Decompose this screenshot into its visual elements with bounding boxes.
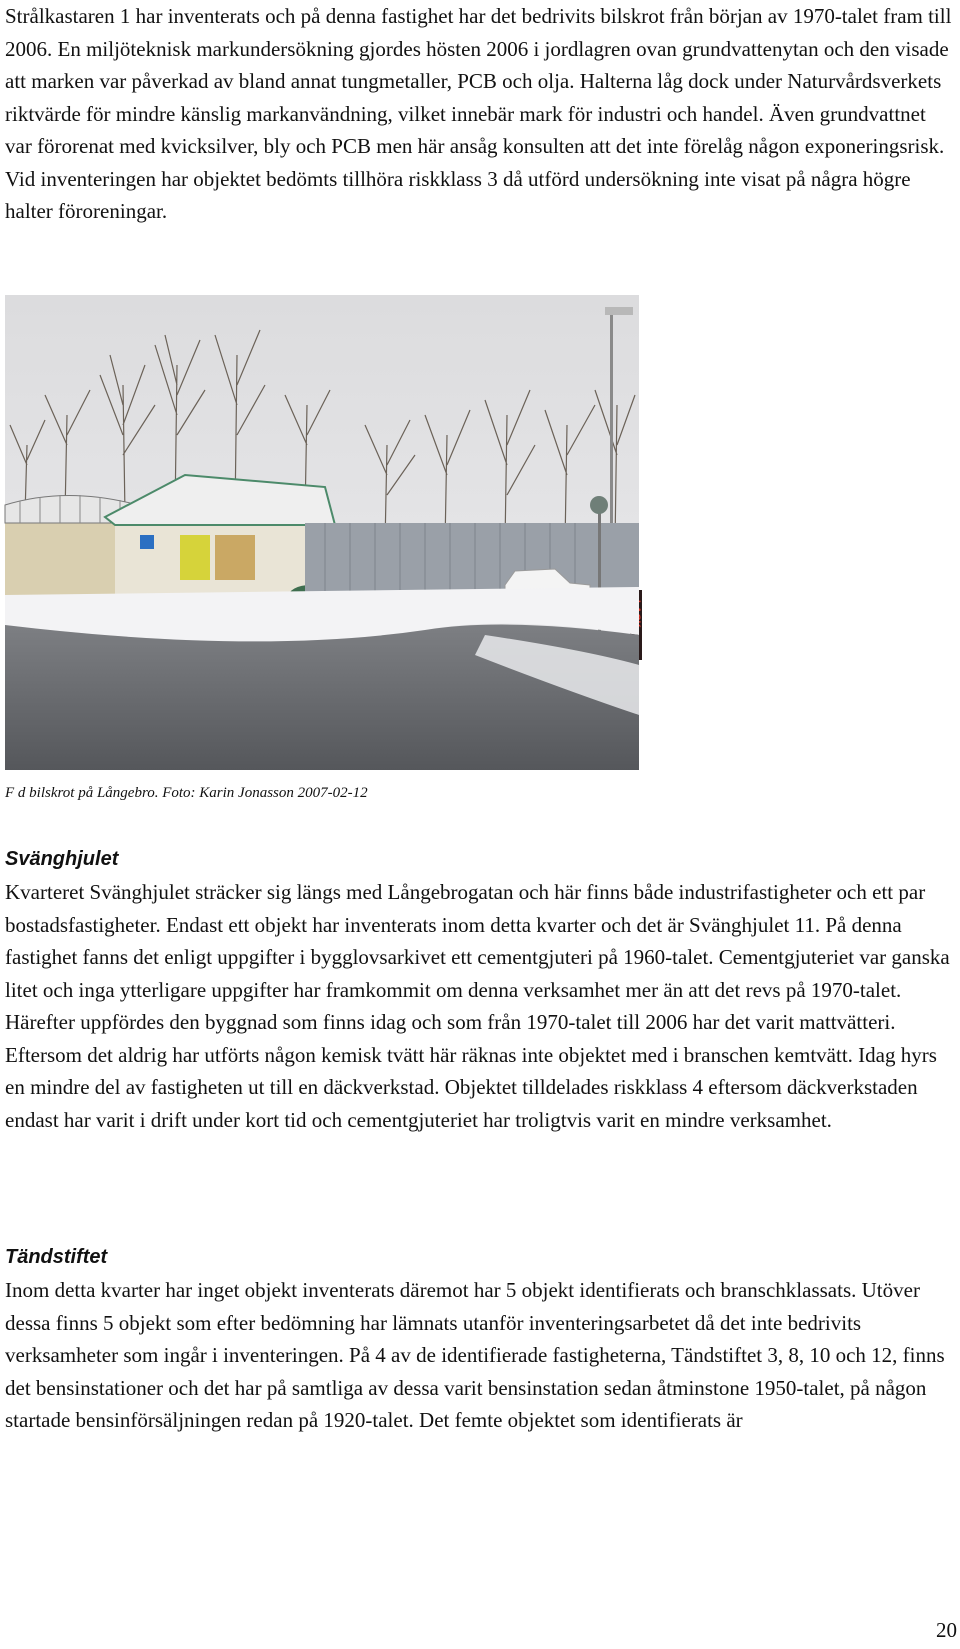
street-light (605, 307, 633, 315)
heading-svanghjulet: Svänghjulet (5, 848, 119, 870)
photo-caption: F d bilskrot på Långebro. Foto: Karin Jonasson 2007-02-12 (5, 785, 368, 801)
heading-tandstiftet: Tändstiftet (5, 1246, 108, 1268)
round-sign (590, 496, 608, 514)
paragraph-svanghjulet: Kvarteret Svänghjulet sträcker sig längs med Långebrogatan och här finns både industrifastigheter och ett par bostadsfastigheter. Endast ett objekt har inventerats inom detta kvarter och det är Svänghjulet 11. På denna fastighet fanns det enligt uppgifter i bygglovsarkivet ett cementgjuteri på 1960-talet. Cementgjuteriet var ganska litet och inga ytterligare uppgifter har framkommit om denna verksamhet mer än att det revs på 1970-talet. Härefter uppfördes den byggnad som finns idag och som från 1970-talet till 2006 har det varit mattvätteri. Eftersom det aldrig har utförts någon kemisk tvätt här räknas inte objektet med i branschen kemtvätt. Idag hyrs en mindre del av fastigheten ut till en däckverkstad. Objektet tilldelades riskklass 4 eftersom däckverkstaden endast har varit i drift under kort tid och cementgjuteriet har troligtvis varit en mindre verksamhet. (5, 880, 950, 1132)
photo-bilskrot (5, 295, 639, 770)
window-panel (215, 535, 255, 580)
paragraph-strålkastaren: Strålkastaren 1 har inventerats och på denna fastighet har det bedrivits bilskrot från början av 1970-talet fram till 2006. En miljöteknisk markundersökning gjordes hösten 2006 i jordlagren ovan grundvattenytan och den visade att marken var påverkad av bland annat tungmetaller, PCB och olja. Halterna låg dock under Naturvårdsverkets riktvärde för mindre känslig markanvändning, vilket innebär mark för industri och handel. Även grundvattnet var förorenat med kvicksilver, bly och PCB men här ansåg konsulten att det inte förelåg någon exponeringsrisk. Vid inventeringen har objektet bedömts tillhöra riskklass 3 då utförd undersökning inte visat på några högre halter föroreningar. (5, 4, 952, 223)
page-number: 20 (936, 1618, 957, 1642)
parking-sign (140, 535, 154, 549)
metal-fence (305, 523, 639, 593)
paragraph-tandstiftet: Inom detta kvarter har inget objekt inventerats däremot har 5 objekt identifierats och branschklassats. Utöver dessa finns 5 objekt som efter bedömning har lämnats utanför inventeringsarbetet då det inte bedrivits verksamheter som ingår i inventeringen. På 4 av de identifierade fastigheterna, Tändstiftet 3, 8, 10 och 12, finns det bensinstationer och det har på samtliga av dessa varit bensinstation sedan åtminstone 1950-talet, på någon startade bensinförsäljningen redan på 1920-talet. Det femte objektet som identifierats är (5, 1278, 945, 1432)
yellow-door (180, 535, 210, 580)
